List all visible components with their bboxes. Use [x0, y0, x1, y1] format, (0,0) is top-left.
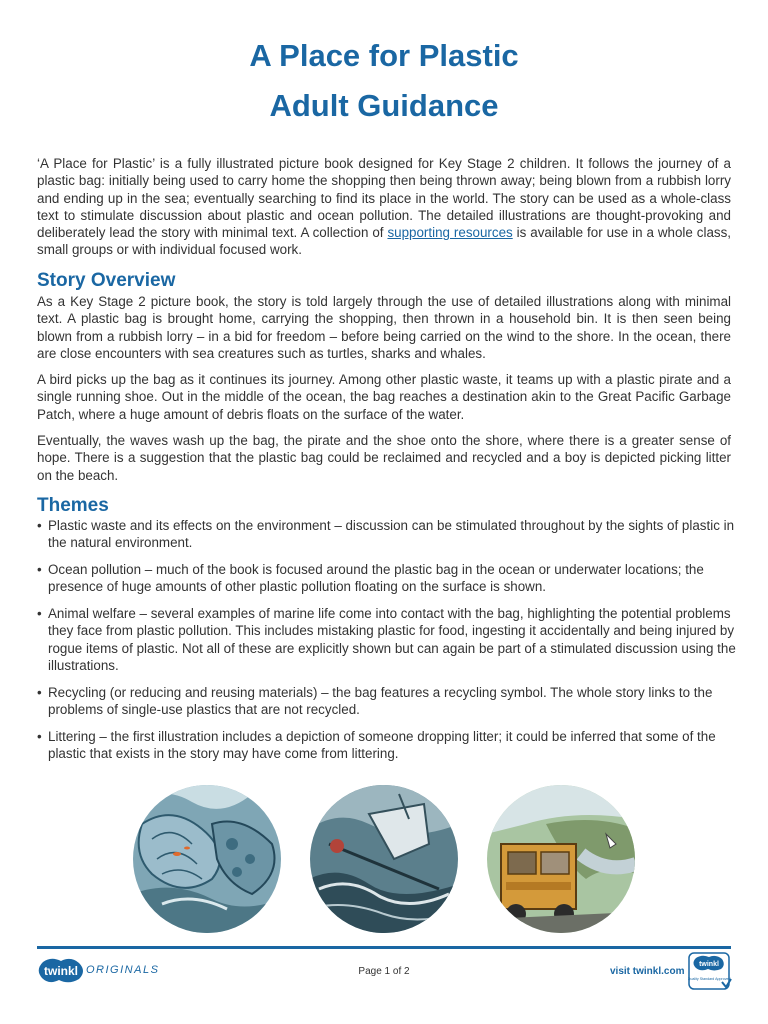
badge-brand: twinkl: [699, 961, 719, 968]
intro-text-start: ‘A Place for Plastic’ is a fully illustrated picture book designed for Key Stage 2 children. It follows the journey of a plastic bag: initially being used to carry home the shopping then being thrown away; being blown from a rubbish lorry and ending up in the sea; eventually searching to find its place in the world. The story can be used as a whole-class text to stimulate discussion about plastic and ocean pollution. The detailed illustrations are thought-provoking and deliberately lead the story with minimal text. A collection of: [37, 156, 731, 241]
footer-divider: [37, 946, 731, 949]
badge-caption: Quality Standard Approved: [688, 977, 731, 981]
ocean-illustration: [309, 784, 459, 934]
overview-paragraph-2: A bird picks up the bag as it continues its journey. Among other plastic waste, it teams up with a plastic pirate and a single running shoe. Out in the middle of the ocean, the bag reaches a destination akin to the Great Pacific Garbage Patch, where a huge amount of debris floats on the surface of the water.: [37, 372, 731, 422]
quality-badge: [688, 952, 732, 992]
list-item: [37, 605, 737, 674]
theme-text: Recycling (or reducing and reusing materials) – the bag features a recycling symbol. The whole story links to the problems of single-use plastics that are not recycled.: [48, 684, 713, 718]
theme-text: Ocean pollution – much of the book is focused around the plastic bag in the ocean or underwater locations; the presence of huge amounts of other plastic pollution floating on the surface is shown.: [48, 562, 704, 595]
themes-list: [37, 517, 737, 772]
underwater-illustration: [132, 784, 282, 934]
originals-label: ORIGINALS: [86, 964, 160, 976]
list-item: [37, 728, 737, 763]
bullet: •: [37, 562, 42, 578]
list-item: [37, 561, 737, 596]
page-subtitle: Adult Guidance: [269, 88, 499, 123]
logo-text: twinkl: [43, 964, 79, 978]
bullet: •: [37, 684, 42, 700]
lorry-illustration: [486, 784, 636, 934]
list-item: [37, 517, 737, 552]
list-item: [37, 684, 737, 719]
overview-paragraph-1: As a Key Stage 2 picture book, the story is told largely through the use of detailed illustrations along with minimal text. A plastic bag is brought home, carrying the shopping, then thrown in a household bin. It is then seen being blown from a rubbish lorry – in a bid for freedom – before being carried on the wind to the shore. In the ocean, there are close encounters with sea creatures such as turtles, sharks and whales.: [37, 294, 731, 361]
bullet: •: [37, 728, 42, 744]
theme-text: Animal welfare – several examples of marine life come into contact with the bag, highlighting the potential problems they face from plastic pollution. This includes mistaking plastic for food, ingesting it accidentally and being injured by rogue items of plastic. Not all of these are explicitly shown but can again be part of a stimulated discussion using the illustrations.: [48, 606, 736, 674]
page-number: Page 1 of 2: [358, 966, 410, 977]
theme-text: Plastic waste and its effects on the environment – discussion can be stimulated throughout by the sights of plastic in the natural environment.: [48, 518, 735, 551]
supporting-resources-link[interactable]: supporting resources: [387, 225, 513, 241]
theme-text: Littering – the first illustration includes a depiction of someone dropping litter; it could be inferred that some of the plastic that exists in the story may have come from littering.: [48, 728, 716, 762]
bullet: •: [37, 518, 42, 533]
intro-text-end: is available for use in a whole class, small groups or with individual focused work.: [37, 225, 732, 258]
themes-heading: Themes: [37, 495, 109, 516]
page-title: A Place for Plastic: [249, 38, 519, 73]
bullet: •: [37, 606, 42, 622]
intro-paragraph: [37, 155, 731, 259]
visit-link[interactable]: visit twinkl.com: [610, 966, 685, 977]
overview-paragraph-3: Eventually, the waves wash up the bag, the pirate and the shoe onto the shore, where there is a greater sense of hope. There is a suggestion that the plastic bag could be reclaimed and recycled and a boy is depicted picking litter on the beach.: [37, 433, 731, 483]
story-overview-heading: Story Overview: [37, 270, 176, 291]
illustration-row: [0, 784, 768, 938]
